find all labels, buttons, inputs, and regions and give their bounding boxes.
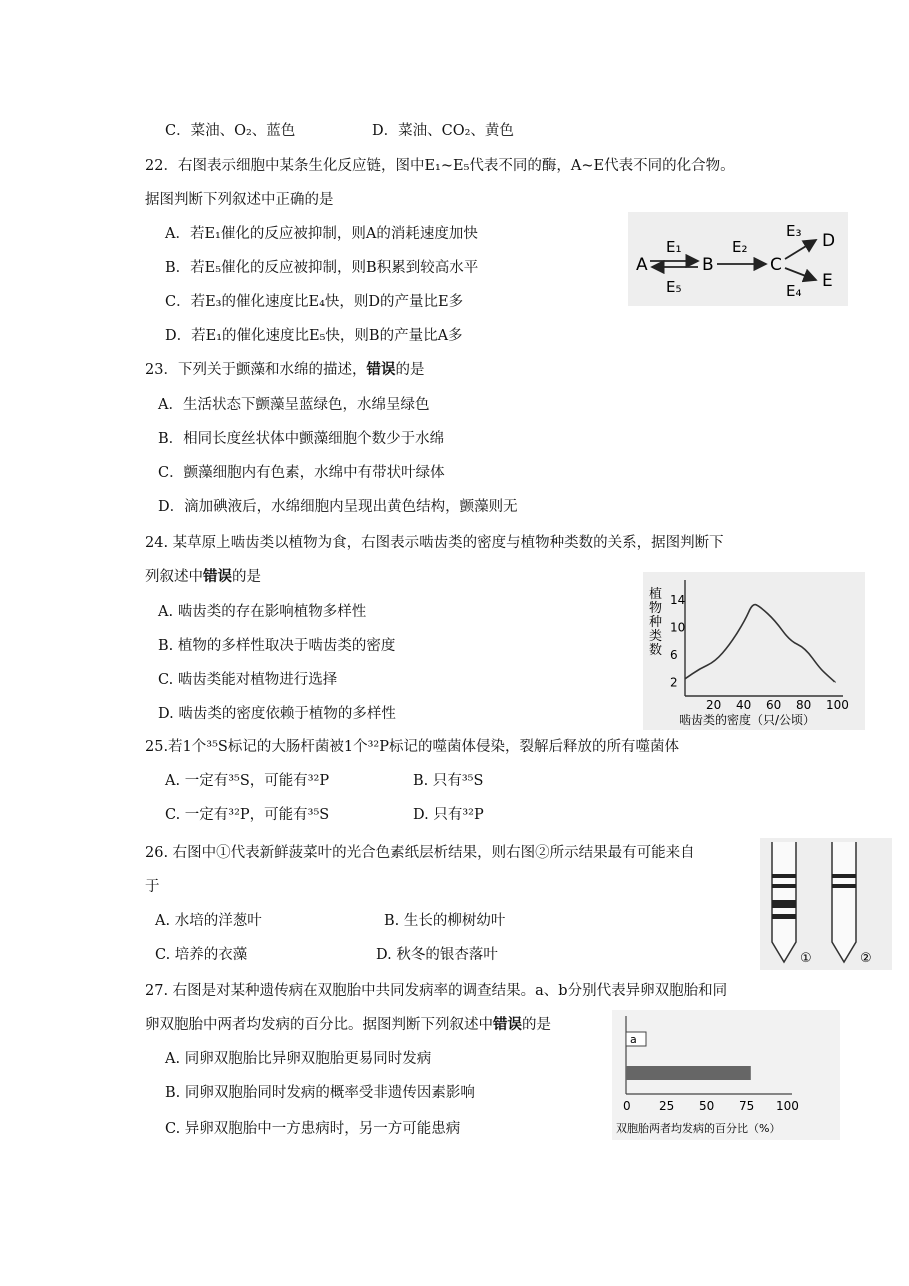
q21-option-d: D．菜油、CO₂、黄色 [372, 123, 514, 139]
q22-option-d: D．若E₁的催化速度比E₅快，则B的产量比A多 [165, 328, 463, 344]
chromatography-figure [760, 838, 892, 970]
q23-option-c: C．颤藻细胞内有色素，水绵中有带状叶绿体 [158, 465, 445, 481]
compound-b: B [702, 255, 714, 275]
q25-option-b: B. 只有³⁵S [413, 773, 484, 789]
x-tick-label: 80 [796, 698, 812, 712]
bar-b [626, 1066, 751, 1080]
twin-disease-bar-chart [612, 1010, 840, 1140]
enzyme-e2-label: E₂ [732, 238, 748, 256]
q27-stem-line2 [145, 1015, 551, 1035]
q27-stem-line1: 27. 右图是对某种遗传病在双胞胎中共同发病率的调查结果。a、b分别代表异卵双胞胎和同 [145, 983, 728, 999]
y-axis-label-char: 植 [649, 587, 663, 602]
q24-stem-line1: 24. 某草原上啮齿类以植物为食，右图表示啮齿类的密度与植物种类数的关系，据图判断下 [145, 535, 724, 551]
q24-stem-bold: 错误 [203, 568, 232, 585]
x-tick-label: 50 [699, 1099, 715, 1113]
test-tube-2 [832, 842, 872, 966]
pigment-band [832, 884, 856, 888]
q23-option-a: A．生活状态下颤藻呈蓝绿色，水绵呈绿色 [158, 397, 430, 413]
species-curve [685, 605, 835, 683]
bar-chart-svg [612, 1010, 840, 1140]
q24-stem-post: 的是 [232, 569, 261, 585]
test-tube-1 [772, 842, 812, 966]
q23-option-d: D．滴加碘液后，水绵细胞内呈现出黄色结构，颤藻则无 [158, 499, 518, 515]
q27-option-a: A. 同卵双胞胎比异卵双胞胎更易同时发病 [165, 1051, 432, 1067]
q23-stem-bold: 错误 [366, 361, 396, 378]
pigment-band [772, 884, 796, 888]
y-tick-label: 10 [670, 620, 686, 635]
compound-e: E [822, 271, 833, 291]
y-axis-label [649, 586, 666, 658]
enzyme-e3-label: E₃ [786, 222, 802, 240]
x-tick-label: 40 [736, 698, 752, 712]
pigment-band [772, 874, 796, 878]
y-axis-label-char: 数 [649, 643, 663, 658]
q26-stem-line1: 26. 右图中①代表新鲜菠菜叶的光合色素纸层析结果，则右图②所示结果最有可能来自 [145, 845, 695, 861]
x-tick-label: 60 [766, 698, 782, 712]
y-axis-label-char: 物 [649, 601, 663, 616]
enzyme-e5-label: E₅ [666, 278, 682, 296]
q23-stem [145, 360, 424, 380]
compound-c: C [770, 255, 782, 275]
q27-stem-post: 的是 [522, 1017, 551, 1033]
y-axis-label-char: 种 [649, 615, 663, 630]
y-tick-label: 2 [670, 675, 678, 690]
q22-stem-line2: 据图判断下列叙述中正确的是 [145, 192, 334, 208]
q22-option-b: B．若E₅催化的反应被抑制，则B积累到较高水平 [165, 260, 479, 276]
q24-option-b: B. 植物的多样性取决于啮齿类的密度 [158, 638, 396, 654]
q24-option-a: A. 啮齿类的存在影响植物多样性 [158, 604, 367, 620]
q24-stem-line2 [145, 567, 261, 587]
q22-option-c: C．若E₃的催化速度比E₄快，则D的产量比E多 [165, 294, 464, 310]
q23-stem-pre: 23．下列关于颤藻和水绵的描述， [145, 362, 367, 378]
q27-option-c: C. 异卵双胞胎中一方患病时，另一方可能患病 [165, 1121, 461, 1137]
x-tick-label: 75 [739, 1099, 755, 1113]
q26-stem-line2: 于 [145, 879, 160, 895]
x-tick-label: 100 [826, 698, 849, 712]
pigment-band [772, 900, 796, 908]
q27-stem-pre: 卵双胞胎中两者均发病的百分比。据图判断下列叙述中 [145, 1017, 493, 1033]
arrow-c-to-d [785, 240, 816, 259]
pigment-band [832, 874, 856, 878]
tube-1-label: ① [800, 951, 812, 966]
tube-2-label: ② [860, 951, 872, 966]
q23-stem-post: 的是 [395, 362, 425, 378]
x-tick-label: 100 [776, 1099, 799, 1113]
q24-option-c: C. 啮齿类能对植物进行选择 [158, 672, 338, 688]
x-axis-label: 双胞胎两者均发病的百分比（%） [616, 1122, 781, 1135]
q26-option-c: C. 培养的衣藻 [155, 947, 248, 963]
q26-option-b: B. 生长的柳树幼叶 [384, 913, 506, 929]
q27-option-b: B. 同卵双胞胎同时发病的概率受非遗传因素影响 [165, 1085, 475, 1101]
reaction-chain-diagram [628, 212, 848, 306]
q24-stem-pre: 列叙述中 [145, 569, 203, 585]
category-label: a [630, 1033, 637, 1046]
arrow-c-to-e [785, 268, 816, 280]
y-tick-label: 14 [670, 592, 686, 607]
compound-d: D [822, 231, 836, 251]
q25-option-c: C. 一定有³²P，可能有³⁵S [165, 807, 330, 823]
y-tick-label: 6 [670, 647, 678, 662]
q27-stem-bold: 错误 [493, 1016, 522, 1033]
q22-option-a: A．若E₁催化的反应被抑制，则A的消耗速度加快 [165, 226, 478, 242]
q24-option-d: D. 啮齿类的密度依赖于植物的多样性 [158, 706, 396, 722]
q22-stem-line1: 22．右图表示细胞中某条生化反应链，图中E₁~E₅代表不同的酶，A~E代表不同的化合物。 [145, 158, 735, 174]
x-tick-label: 25 [659, 1099, 675, 1113]
q21-option-c: C．菜油、O₂、蓝色 [165, 123, 296, 139]
y-axis-label-char: 类 [649, 629, 663, 644]
q26-option-a: A. 水培的洋葱叶 [155, 913, 262, 929]
q26-option-d: D. 秋冬的银杏落叶 [376, 947, 498, 963]
q25-option-d: D. 只有³²P [413, 807, 484, 823]
compound-a: A [636, 255, 648, 275]
q23-option-b: B．相同长度丝状体中颤藻细胞个数少于水绵 [158, 431, 445, 447]
line-chart-svg [643, 572, 865, 730]
enzyme-e1-label: E₁ [666, 238, 682, 256]
pigment-band [772, 914, 796, 919]
x-tick-label: 0 [623, 1099, 631, 1113]
x-axis-label: 啮齿类的密度（只/公顷） [679, 713, 816, 727]
q25-option-a: A. 一定有³⁵S，可能有³²P [165, 773, 330, 789]
density-vs-species-chart [643, 572, 865, 730]
x-tick-label: 20 [706, 698, 722, 712]
q25-stem: 25.若1个³⁵S标记的大肠杆菌被1个³²P标记的噬菌体侵染，裂解后释放的所有噬菌体 [145, 739, 679, 755]
enzyme-e4-label: E₄ [786, 282, 802, 300]
